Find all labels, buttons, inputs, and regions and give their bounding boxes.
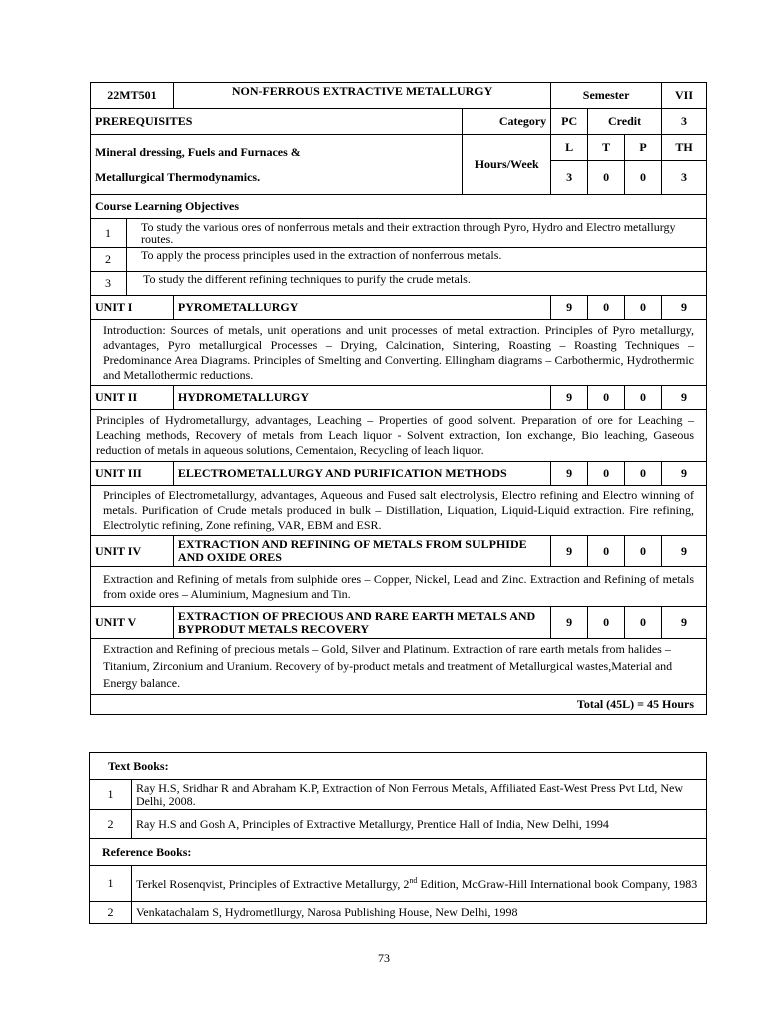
unit-description <box>91 639 707 695</box>
unit-hours-p: 0 <box>625 386 662 410</box>
unit-hours-p: 0 <box>625 462 662 486</box>
unit-description: Introduction: Sources of metals, unit operations and unit processes of metal extraction. Principles of Pyro metallurgy, advantages, Pyro metallurgical Processes – Drying, Calcination, Sintering, Roasting – Roasting Techniques – Predominance Area Diagrams. Principles of Smelting and Converting. Ellingham diagrams – Carbothermic, Hydrothermic and Metallothermic reductions. <box>91 320 707 386</box>
course-title: NON-FERROUS EXTRACTIVE METALLURGY <box>173 83 550 109</box>
unit-hours-l: 9 <box>551 296 588 320</box>
page-number: 73 <box>378 951 390 965</box>
unit-hours-th: 9 <box>662 607 707 639</box>
unit-label: UNIT I <box>91 296 174 320</box>
unit-hours-p: 0 <box>625 607 662 639</box>
prerequisites-label: PREREQUISITES <box>91 109 463 135</box>
unit-hours-t: 0 <box>588 296 625 320</box>
unit-hours-t: 0 <box>588 536 625 567</box>
unit-hours-th: 9 <box>662 536 707 567</box>
unit-label: UNIT V <box>91 607 174 639</box>
book-entry: Ray H.S, Sridhar R and Abraham K.P, Extraction of Non Ferrous Metals, Affiliated East-West Press Pvt Ltd, New Delhi, 2008. <box>131 780 706 810</box>
course-code: 22MT501 <box>91 83 174 109</box>
book-entry: Ray H.S and Gosh A, Principles of Extractive Metallurgy, Prentice Hall of India, New Delhi, 1994 <box>131 810 706 839</box>
objective-text: To apply the process principles used in the extraction of nonferrous metals. <box>141 248 502 262</box>
hours-week-label: Hours/Week <box>463 135 551 195</box>
book-entry: Venkatachalam S, Hydrometllurgy, Narosa Publishing House, New Delhi, 1998 <box>131 902 706 924</box>
book-number: 1 <box>90 780 132 810</box>
unit-title: HYDROMETALLURGY <box>173 386 550 410</box>
unit-title: ELECTROMETALLURGY AND PURIFICATION METHODS <box>173 462 550 486</box>
col-l: L <box>551 135 588 161</box>
book-entry-text-cont: Edition, McGraw-Hill International book Company, 1983 <box>417 876 698 891</box>
val-p: 0 <box>625 161 662 195</box>
total-hours: Total (45L) = 45 Hours <box>91 695 707 715</box>
category-label: Category <box>463 109 551 135</box>
unit-hours-th: 9 <box>662 296 707 320</box>
unit-hours-t: 0 <box>588 607 625 639</box>
category-value: PC <box>551 109 588 135</box>
unit-description: Extraction and Refining of metals from sulphide ores – Copper, Nickel, Lead and Zinc. Extraction and Refining of metals from oxide ores – Aluminium, Magnesium and Tin. <box>91 567 707 607</box>
semester-value: VII <box>662 83 707 109</box>
unit-description: Principles of Electrometallurgy, advantages, Aqueous and Fused salt electrolysis, Electro refining and Electro winning of metals. Purification of Crude metals produced in bulk – Distillation, Liquation, Liquid-Liquid extraction. Fire refining, Electrolytic refining, Zone refining, VAR, EBM and ESR. <box>91 486 707 536</box>
unit-label: UNIT II <box>91 386 174 410</box>
unit-hours-p: 0 <box>625 536 662 567</box>
unit-hours-l: 9 <box>551 536 588 567</box>
val-t: 0 <box>588 161 625 195</box>
unit-hours-l: 9 <box>551 607 588 639</box>
unit-description: Principles of Hydrometallurgy, advantages, Leaching – Properties of good solvent. Preparation of ore for Leaching – Leaching methods, Recovery of metals from Leach liquor - Solvent extraction, Ion exchange, Bio leaching, Gaseous reduction of metals in aqueous solutions, Cementaion, Recycling of leach liquor. <box>91 410 707 462</box>
text-books-heading: Text Books: <box>90 753 707 780</box>
unit-hours-t: 0 <box>588 386 625 410</box>
col-p: P <box>625 135 662 161</box>
objective-row <box>91 248 707 272</box>
syllabus-table <box>90 82 707 715</box>
objective-row <box>91 272 707 296</box>
unit-description-text: Extraction and Refining of precious metals – Gold, Silver and Platinum. Extraction of rare earth metals from halides – Titanium, Zirconium and Uranium. Recovery of by-product metals and treatment of Metallurgical wastes,Material and Energy balance. <box>103 642 673 690</box>
prereq-line-1: Mineral dressing, Fuels and Furnaces & <box>95 144 301 159</box>
unit-title: EXTRACTION OF PRECIOUS AND RARE EARTH METALS AND BYPRODUT METALS RECOVERY <box>173 607 550 639</box>
unit-hours-l: 9 <box>551 386 588 410</box>
unit-title: EXTRACTION AND REFINING OF METALS FROM SULPHIDE AND OXIDE ORES <box>173 536 550 567</box>
books-table <box>89 752 707 924</box>
superscript: nd <box>409 875 418 885</box>
prereq-line-2: Metallurgical Thermodynamics. <box>95 169 261 184</box>
unit-label: UNIT IV <box>91 536 174 567</box>
unit-title: PYROMETALLURGY <box>173 296 550 320</box>
book-number: 1 <box>90 866 132 902</box>
objective-text: To study the various ores of nonferrous metals and their extraction through Pyro, Hydro and Electro metallurgy routes. <box>141 220 676 246</box>
unit-label: UNIT III <box>91 462 174 486</box>
book-entry-text: Terkel Rosenqvist, Principles of Extractive Metallurgy, 2 <box>135 876 410 891</box>
unit-hours-th: 9 <box>662 462 707 486</box>
unit-hours-t: 0 <box>588 462 625 486</box>
col-t: T <box>588 135 625 161</box>
objectives-heading: Course Learning Objectives <box>91 195 707 219</box>
objective-number: 1 <box>91 219 127 247</box>
semester-label: Semester <box>551 83 662 109</box>
book-number: 2 <box>90 810 132 839</box>
reference-books-heading: Reference Books: <box>90 839 707 866</box>
objective-text: To study the different refining techniques to purify the crude metals. <box>143 272 471 286</box>
credit-label: Credit <box>588 109 662 135</box>
unit-hours-l: 9 <box>551 462 588 486</box>
objective-number: 2 <box>91 248 127 271</box>
col-th: TH <box>662 135 707 161</box>
objective-row <box>91 219 707 248</box>
val-l: 3 <box>551 161 588 195</box>
prerequisites-text <box>91 135 463 195</box>
unit-hours-p: 0 <box>625 296 662 320</box>
objective-number: 3 <box>91 272 127 295</box>
val-th: 3 <box>662 161 707 195</box>
book-number: 2 <box>90 902 132 924</box>
book-entry <box>131 866 706 902</box>
unit-hours-th: 9 <box>662 386 707 410</box>
credit-value: 3 <box>662 109 707 135</box>
